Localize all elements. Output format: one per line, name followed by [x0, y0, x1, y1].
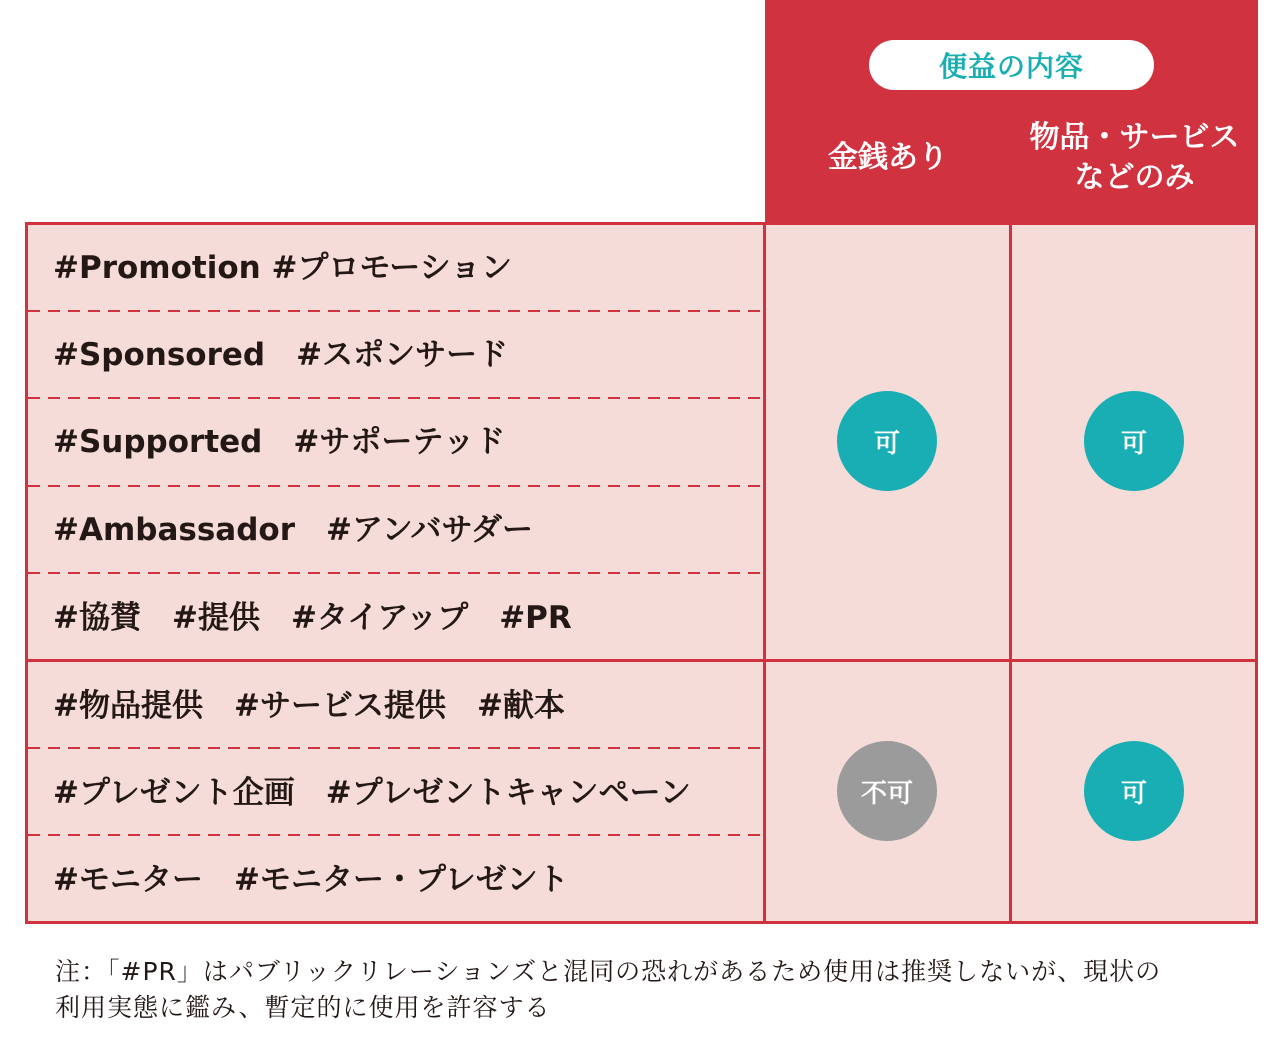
- footnote-line2: 利用実態に鑑み、暫定的に使用を許容する: [55, 993, 551, 1022]
- badge-allowed-money: 可: [837, 391, 937, 491]
- column-divider-1: [763, 222, 766, 924]
- benefit-header: [765, 0, 1258, 222]
- row-label: #Supported #サポーテッド: [53, 424, 506, 460]
- col-header-goods-line1: 物品・サービス: [1029, 120, 1240, 155]
- group-divider: [25, 659, 1258, 662]
- footnote-line1: 注：「#PR」はパブリックリレーションズと混同の恐れがあるため使用は推奨しないが、現状の: [55, 957, 1162, 986]
- badge-allowed-goods: 可: [1084, 391, 1184, 491]
- row-label: #Sponsored #スポンサード: [53, 337, 509, 373]
- row-divider: [28, 310, 763, 312]
- row-divider: [28, 485, 763, 487]
- row-label: #Ambassador #アンバサダー: [53, 512, 533, 548]
- row-label: #モニター #モニター・プレゼント: [53, 862, 569, 898]
- row-divider: [28, 572, 763, 574]
- col-header-goods-line2: などのみ: [1074, 160, 1195, 195]
- table-border-right: [1255, 222, 1258, 924]
- badge-allowed-goods-2: 可: [1084, 741, 1184, 841]
- col-header-money: 金銭あり: [828, 140, 948, 175]
- column-divider-2: [1009, 222, 1012, 924]
- benefit-group-label: 便益の内容: [869, 40, 1154, 90]
- row-label: #Promotion #プロモーション: [53, 250, 512, 286]
- row-divider: [28, 397, 763, 399]
- table-border-bottom: [25, 921, 1258, 924]
- col-header-goods: [1011, 108, 1258, 208]
- table-border-top: [25, 222, 1258, 225]
- badge-not-allowed-money: 不可: [837, 741, 937, 841]
- row-label: #協賛 #提供 #タイアップ #PR: [53, 600, 572, 636]
- hashtag-table: [25, 222, 1258, 924]
- row-divider: [28, 747, 763, 749]
- row-label: #物品提供 #サービス提供 #献本: [53, 688, 565, 724]
- row-label: #プレゼント企画 #プレゼントキャンペーン: [53, 775, 691, 811]
- row-divider: [28, 834, 763, 836]
